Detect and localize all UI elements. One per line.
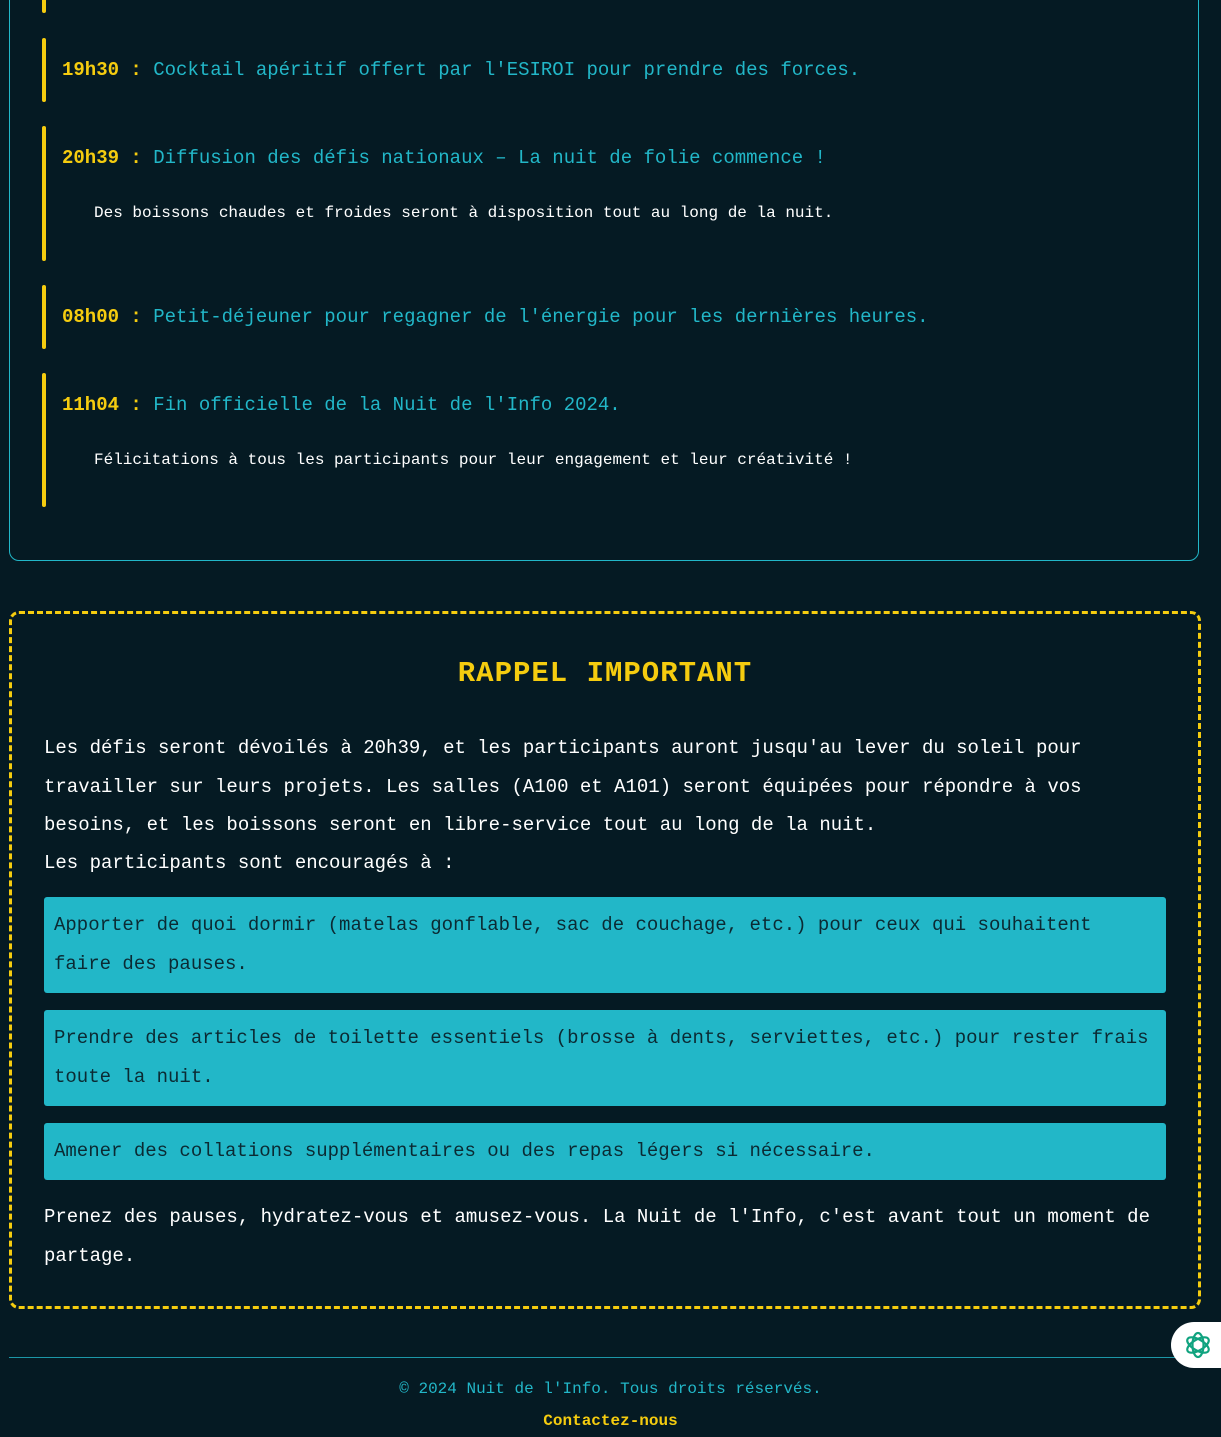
schedule-event	[42, 38, 861, 102]
schedule-event	[42, 285, 929, 349]
event-time: 20h39	[62, 147, 120, 169]
event-separator: :	[130, 306, 142, 328]
reminder-tip: Apporter de quoi dormir (matelas gonflable, sac de couchage, etc.) pour ceux qui souhaitent faire des pauses.	[44, 897, 1166, 993]
event-separator: :	[130, 59, 142, 81]
reminder-closing: Prenez des pauses, hydratez-vous et amusez-vous. La Nuit de l'Info, c'est avant tout un moment de partage.	[44, 1206, 1150, 1267]
openai-logo-icon	[1181, 1328, 1215, 1362]
reminder-tip: Prendre des articles de toilette essentiels (brosse à dents, serviettes, etc.) pour rester frais toute la nuit.	[44, 1010, 1166, 1106]
event-separator: :	[130, 147, 142, 169]
event-time: 08h00	[62, 306, 120, 328]
event-description: Félicitations à tous les participants pour leur engagement et leur créativité !	[94, 451, 853, 469]
event-title: Fin officielle de la Nuit de l'Info 2024.	[153, 394, 621, 416]
schedule-event	[42, 126, 834, 261]
event-description: Des boissons chaudes et froides seront à disposition tout au long de la nuit.	[94, 204, 834, 222]
reminder-lead: Les participants sont encouragés à :	[44, 852, 455, 874]
reminder-tip: Amener des collations supplémentaires ou des repas légers si nécessaire.	[44, 1123, 1166, 1180]
assistant-widget-button[interactable]	[1171, 1322, 1221, 1368]
important-reminder	[9, 611, 1201, 1309]
footer-copyright: © 2024 Nuit de l'Info. Tous droits réservés.	[399, 1380, 822, 1398]
event-separator: :	[130, 394, 142, 416]
event-title: Cocktail apéritif offert par l'ESIROI pour prendre des forces.	[153, 59, 861, 81]
reminder-intro: Les défis seront dévoilés à 20h39, et les participants auront jusqu'au lever du soleil pour travailler sur leurs projets. Les salles (A100 et A101) seront équipées pour répondre à vos besoins, et les boissons seront en libre-service tout au long de la nuit.	[44, 737, 1082, 836]
event-time: 19h30	[62, 59, 120, 81]
event-title: Petit-déjeuner pour regagner de l'énergie pour les dernières heures.	[153, 306, 929, 328]
reminder-title: RAPPEL IMPORTANT	[457, 657, 753, 690]
schedule-event-previous	[42, 0, 46, 13]
contact-link[interactable]: Contactez-nous	[543, 1412, 678, 1430]
event-title: Diffusion des défis nationaux – La nuit de folie commence !	[153, 147, 826, 169]
event-time: 11h04	[62, 394, 120, 416]
footer-divider	[9, 1357, 1221, 1358]
schedule-section	[9, 0, 1199, 561]
schedule-event	[42, 373, 853, 507]
